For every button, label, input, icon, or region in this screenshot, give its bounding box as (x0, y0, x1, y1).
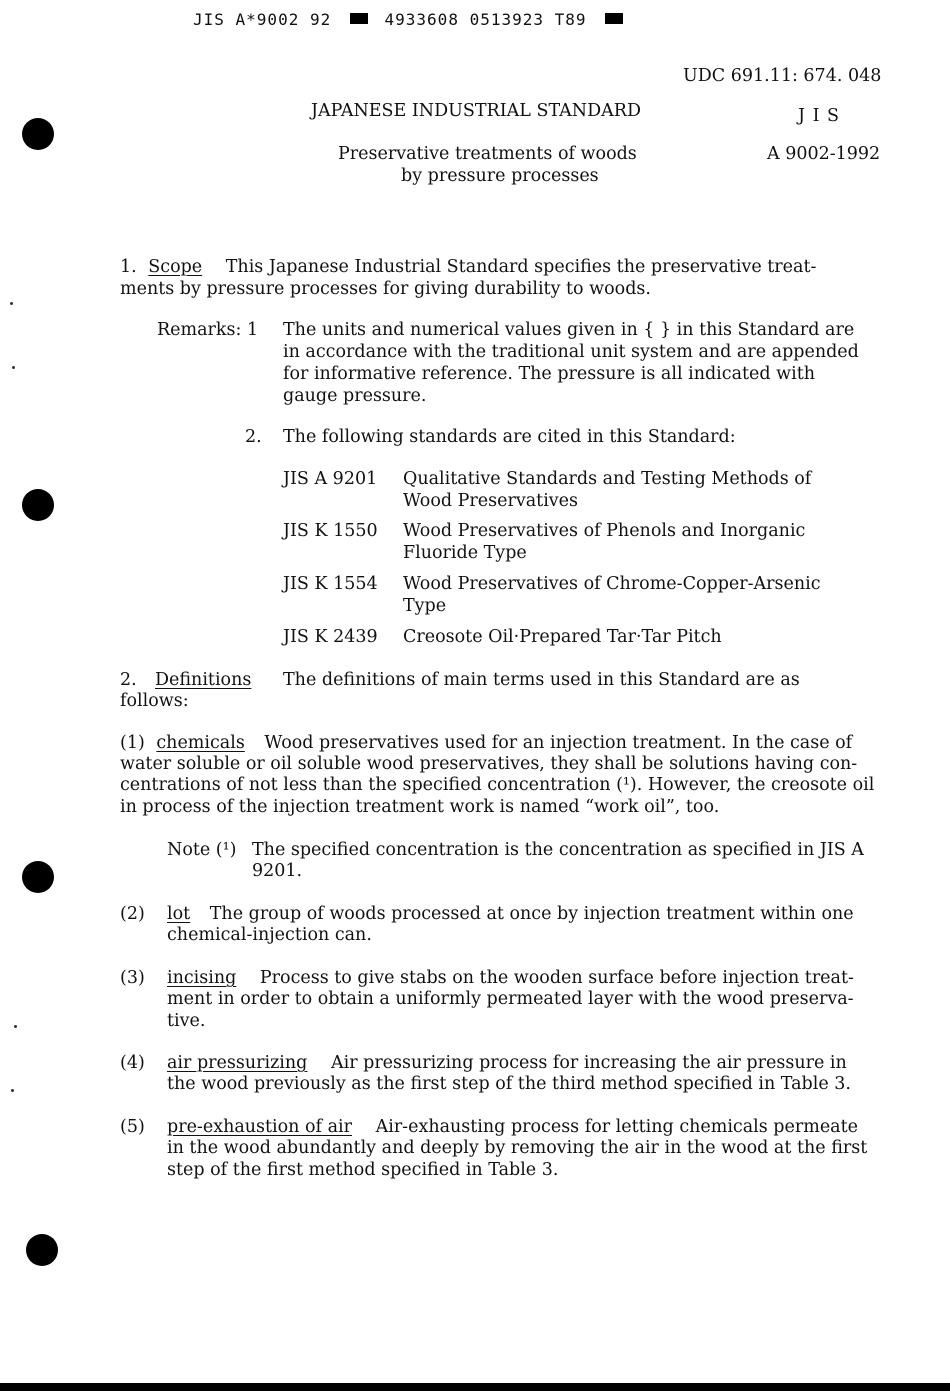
scan-bottom-edge (0, 1383, 950, 1391)
section-number: 1. (120, 257, 137, 277)
definition-term: chemicals (156, 733, 245, 753)
cited-standard-title: Wood Preservatives of Phenols and Inorganic (403, 521, 806, 541)
definition-text-line: water soluble or oil soluble wood preservatives, they shall be solutions having con- (120, 754, 858, 774)
definitions-number: 2. (120, 670, 137, 690)
definition-number: (1) (120, 733, 145, 753)
remark-1-line: in accordance with the traditional unit system and are appended (283, 342, 859, 362)
scan-speck (11, 1089, 14, 1092)
remark-1-line: The units and numerical values given in { } in this Standard are (283, 320, 855, 340)
definition-text-line: centrations of not less than the specified concentration (¹). However, the creosote oil (120, 775, 875, 795)
jis-mark: J I S (798, 106, 841, 126)
note-text-line1: The specified concentration is the concentration as specified in JIS A (252, 840, 864, 860)
document-id-part-b: 4933608 0513923 T89 (384, 10, 587, 29)
remark-1-line: gauge pressure. (283, 386, 427, 406)
definition-text-line: tive. (167, 1011, 206, 1031)
cited-standard-title: Wood Preservatives of Chrome-Copper-Arsenic (403, 574, 821, 594)
cited-standard-code: JIS A 9201 (283, 469, 378, 489)
definition-text-line: in the wood abundantly and deeply by removing the air in the wood at the first (167, 1138, 868, 1158)
scan-speck (14, 1025, 17, 1028)
remark-1-line: for informative reference. The pressure is all indicated with (283, 364, 816, 384)
definition-item (167, 1117, 858, 1139)
definition-text: Wood preservatives used for an injection treatment. In the case of (264, 733, 853, 753)
cited-standard-title: Wood Preservatives (403, 491, 579, 511)
binder-hole (26, 1234, 58, 1266)
definition-term: air pressurizing (167, 1053, 308, 1073)
scope-section (120, 257, 816, 279)
definition-item (120, 733, 852, 755)
standard-number: A 9002-1992 (767, 144, 881, 164)
definition-term: lot (167, 904, 191, 924)
binder-hole (22, 489, 54, 521)
black-square-icon (350, 13, 368, 24)
udc-number: UDC 691.11: 674. 048 (683, 66, 882, 86)
definition-text: Process to give stabs on the wooden surface before injection treat- (259, 968, 854, 988)
organization-title: JAPANESE INDUSTRIAL STANDARD (311, 101, 641, 121)
definitions-intro-line1: The definitions of main terms used in this Standard are as (283, 670, 800, 690)
remark-2-text: The following standards are cited in this Standard: (283, 427, 736, 447)
definition-item (167, 904, 854, 926)
section-text: This Japanese Industrial Standard specifies the preservative treat- (225, 257, 817, 277)
binder-hole (22, 118, 54, 150)
definition-number: (2) (120, 904, 145, 924)
definition-text-line: step of the first method specified in Table 3. (167, 1160, 559, 1180)
cited-standard-title: Type (403, 596, 447, 616)
definition-text: Air-exhausting process for letting chemicals permeate (375, 1117, 859, 1137)
definition-text: Air pressurizing process for increasing the air pressure in (330, 1053, 847, 1073)
definition-text-line: ment in order to obtain a uniformly permeated layer with the wood preserva- (167, 989, 854, 1009)
definition-text-line: the wood previously as the first step of the third method specified in Table 3. (167, 1074, 851, 1094)
scope-text-line2: ments by pressure processes for giving durability to woods. (120, 279, 651, 299)
scan-speck (10, 302, 13, 305)
section-heading: Scope (148, 257, 203, 277)
definition-number: (3) (120, 968, 145, 988)
black-square-icon (605, 13, 623, 24)
note-text-line2: 9201. (252, 861, 303, 881)
definition-text: The group of woods processed at once by injection treatment within one (209, 904, 854, 924)
remarks-label: Remarks: 1 (157, 320, 259, 340)
cited-standard-code: JIS K 1550 (283, 521, 378, 541)
definition-item (167, 1053, 847, 1075)
cited-standard-code: JIS K 1554 (283, 574, 378, 594)
definition-term: pre-exhaustion of air (167, 1117, 352, 1137)
cited-standard-title: Fluoride Type (403, 543, 527, 563)
document-id-part-a: JIS A*9002 92 (193, 10, 332, 29)
cited-standard-title: Creosote Oil·Prepared Tar·Tar Pitch (403, 627, 722, 647)
binder-hole (22, 861, 54, 893)
standard-title-line2: by pressure processes (401, 166, 599, 186)
definition-number: (4) (120, 1053, 145, 1073)
scan-speck (12, 366, 15, 369)
note-label: Note (¹) (167, 840, 237, 860)
definition-item (167, 968, 854, 990)
cited-standard-code: JIS K 2439 (283, 627, 378, 647)
definition-term: incising (167, 968, 237, 988)
definition-text-line: chemical-injection can. (167, 925, 372, 945)
definition-text-line: in process of the injection treatment work is named “work oil”, too. (120, 797, 720, 817)
definitions-heading: Definitions (155, 670, 252, 690)
definition-number: (5) (120, 1117, 145, 1137)
definitions-intro-line2: follows: (120, 691, 189, 711)
document-id-strip (193, 10, 623, 29)
remark-2-number: 2. (245, 427, 262, 447)
cited-standard-title: Qualitative Standards and Testing Methods of (403, 469, 812, 489)
standard-title-line1: Preservative treatments of woods (338, 144, 637, 164)
